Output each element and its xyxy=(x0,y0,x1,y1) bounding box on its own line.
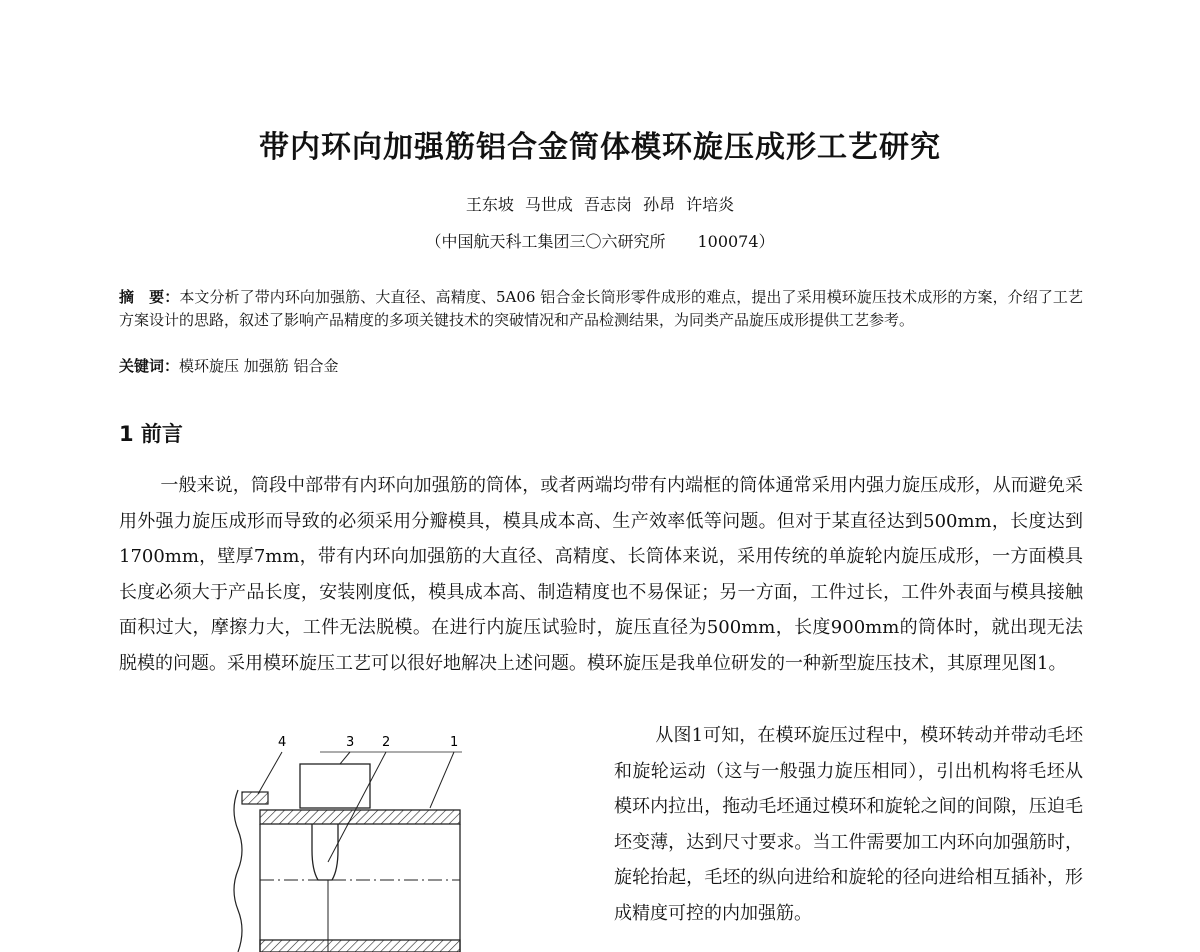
keywords xyxy=(119,355,1083,378)
leader-line-1 xyxy=(430,752,454,808)
stiffening-rib xyxy=(312,824,338,880)
leader-line-3 xyxy=(340,752,350,764)
affiliation: （中国航天科工集团三〇六研究所 100074） xyxy=(425,232,775,251)
author-list: 王东坡 马世成 吾志岗 孙昂 许培炎 xyxy=(465,195,735,214)
abstract-label: 摘 要： xyxy=(119,288,180,306)
part-label-3: 3 xyxy=(346,735,355,750)
leader-line-2 xyxy=(328,752,386,862)
abstract-text: 本文分析了带内环向加强筋、大直径、高精度、5A06 铝合金长筒形零件成形的难点，提出了采用模环旋压技术成形的方案，介绍了工艺方案设计的思路，叙述了影响产品精度的多项关键技术的突破情况和产品检测结果，为同类产品旋压成形提供工艺参考。 xyxy=(119,288,1083,329)
paper-title: 带内环向加强筋铝合金筒体模环旋压成形工艺研究 xyxy=(259,130,941,165)
leader-line-4 xyxy=(258,752,282,794)
lower-wall xyxy=(260,940,460,952)
intro-paragraph xyxy=(119,468,1083,682)
break-line xyxy=(234,790,242,952)
figure-explanation xyxy=(614,718,1083,952)
keywords-text: 模环旋压 加强筋 铝合金 xyxy=(179,357,339,375)
upper-wall xyxy=(260,810,460,824)
pulling-mechanism xyxy=(242,792,268,804)
part-label-2: 2 xyxy=(382,735,391,750)
keywords-label: 关键词： xyxy=(119,357,180,375)
paragraph-2: 从图1可知，在模环旋压过程中，模环转动并带动毛坯和旋轮运动（这与一般强力旋压相同），引出机构将毛坯从模环内拉出，拖动毛坯通过模环和旋轮之间的间隙，压迫毛坯变薄，达到尺寸要求。当工件需要加工内环向加强筋时，旋轮抬起，毛坯的纵向进给和旋轮的径向进给相互插补，形成精度可控的内加强筋。 xyxy=(614,725,1083,924)
section-heading: 1 前言 xyxy=(119,422,183,446)
part-label-4: 4 xyxy=(278,735,287,750)
figure-1-diagram xyxy=(220,730,480,952)
part-label-1: 1 xyxy=(450,735,459,750)
paragraph-1: 一般来说，筒段中部带有内环向加强筋的筒体，或者两端均带有内端框的筒体通常采用内强力旋压成形，从而避免采用外强力旋压成形而导致的必须采用分瓣模具，模具成本高、生产效率低等问题。但对于某直径达到500mm，长度达到1700mm，壁厚7mm，带有内环向加强筋的大直径、高精度、长筒体来说，采用传统的单旋轮内旋压成形，一方面模具长度必须大于产品长度，安装刚度低，模具成本高、制造精度也不易保证；另一方面，工件过长，工件外表面与模具接触面积过大，摩擦力大，工件无法脱模。在进行内旋压试验时，旋压直径为500mm，长度900mm的筒体时，就出现无法脱模的问题。采用模环旋压工艺可以很好地解决上述问题。模环旋压是我单位研发的一种新型旋压技术，其原理见图1。 xyxy=(119,475,1083,674)
abstract xyxy=(119,286,1083,332)
